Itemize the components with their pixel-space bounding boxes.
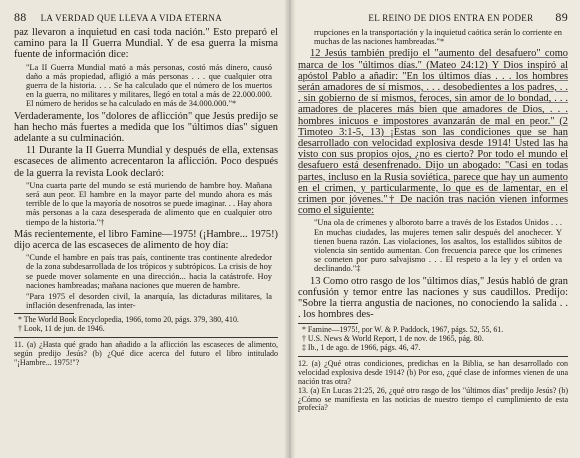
paragraph-13: 13 Como otro rasgo de los "últimos días," Jesús habló de gran confusión y temor entre las naciones y sus caudillos. Predijo: "Sobre la tierra angustia de naciones, no conociendo la salida . . . los hombres des- [298, 275, 568, 321]
left-page-header [14, 10, 278, 26]
questions-rule [298, 356, 568, 357]
footnote: ‡ Ib., 1 de ago. de 1966, págs. 46, 47. [302, 343, 421, 353]
footnote: * The World Book Encyclopedia, 1966, tomo 20, págs. 379, 380, 410. [18, 315, 239, 325]
quote-famine-continued: "Para 1975 el desorden civil, la anarquía, las dictaduras militares, la inflación desenfrenada, las inter- [26, 292, 272, 311]
quote-crime-wave: "Una ola de crímenes y alboroto barre a través de los Estados Unidos . . . En muchas ciudades, las mujeres temen salir después del anochecer. Y tienen buena razón. Las violaciones, los asaltos, los estallidos súbitos de violencia sin sentido aumentan. Con frecuencia parece que los crímenes se cometen por puro salvajismo . . . El respeto a la ley y el orden va declinando."‡ [314, 218, 562, 274]
right-page [288, 0, 580, 458]
paragraph-11: 11 Durante la II Guerra Mundial y después de ella, extensas escaseces de alimento acrecentaron la aflicción. Poco después de la guerra la revista Look declaró: [14, 145, 278, 179]
page-number: 89 [555, 10, 568, 24]
study-question-12: 12. (a) ¿Qué otras condiciones, predichas en la Biblia, se han desarrollado con velocidad explosiva desde 1914? (b) Por eso, ¿qué clase de informes vienen de una nación tras otra? [298, 358, 568, 386]
right-page-header [298, 10, 568, 26]
questions-rule [14, 337, 278, 338]
footnote: † U.S. News & World Report, 1 de nov. de 1965, pág. 80. [302, 334, 484, 344]
quote-famine: "Cunde el hambre en país tras país, continente tras continente alrededor de la zona subdesarrollada de los trópicos y subtrópicos. La crisis de hoy se puede mover solamente en una dirección... hacia la catástrofe. Hoy naciones hambreadas; mañana naciones que mueren de hambre. [26, 253, 272, 290]
book-gutter [284, 0, 296, 458]
running-title: LA VERDAD QUE LLEVA A VIDA ETERNA [40, 13, 223, 23]
quote-look-magazine: "Una cuarta parte del mundo se está muriendo de hambre hoy. Mañana será aun peor. El hambre en la mayor parte del mundo ahora es más terrible de lo que la mayoría de nosotros se puede imaginar. . . Hay ahora más personas a la caza desesperada de alimento que en cualquier otro tiempo de la historia."† [26, 180, 272, 227]
running-title: EL REINO DE DIOS ENTRA EN PODER [368, 13, 534, 23]
quote-world-war: "La II Guerra Mundial mató a más personas, costó más dinero, causó daño a más propiedad, afligió a más personas . . . que cualquier otra guerra de la historia. . . . Se ha calculado que el número de los muertos en la guerra, no militares y militares, llegó en total a más de 22.000.000. El número de heridos se ha calculado en más de 34.000.000."* [26, 62, 272, 109]
paragraph: Verdaderamente, los "dolores de aflicción" que Jesús predijo se han hecho más fuertes a medida que los "últimos días" siguen adelante a su culminación. [14, 110, 278, 145]
footnote-rule [298, 323, 358, 324]
footnote: † Look, 11 de jun. de 1946. [18, 324, 105, 334]
study-question-13: 13. (a) En Lucas 21:25, 26, ¿qué otro rasgo de los "últimos días" predijo Jesús? (b) ¿Cómo se manifiesta en las noticias de nuestro tiempo el cumplimiento de esta profecía? [298, 385, 568, 413]
study-question-11: 11. (a) ¿Hasta qué grado han añadido a la aflicción las escaseces de alimento, según predijo Jesús? (b) ¿Qué dice acerca del futuro el libro intitulado "¡Hambre... 1975!"? [14, 340, 278, 367]
paragraph-12 [298, 48, 568, 216]
left-page [0, 0, 288, 458]
paragraph-intro: paz llevaron a inquietud en casi toda nación." Esto preparó el camino para la II Guerra Mundial. Y de esa guerra la misma fuente de información dice: [14, 27, 278, 61]
underlined-text: 12 Jesús también predijo el "aumento del desafuero" como marca de los "últimos días." (Mateo 24:12) Y Dios inspiró al apóstol Pablo a añadir: "En los últimos días . . . los hombres serán amadores de sí mismos, . . . desobedientes a los padres, . . . sin gobierno de sí mismos, feroces, sin amor de lo bondad, . . . amadores de placeres más bien que amadores de Dios, . . . hombres inicuos e impostores avanzarán de mal en peor." (2 Timoteo 3:1-5, 13) ¡Estas son las condiciones que se han desarrollado con velocidad explosiva desde 1914! Usted las ha visto con sus propios ojos, ¿no es cierto? Por todo el mundo el desafuero está desenfrenado. Dijo un abogado: "Casi en todas partes, incluso en la Rusia soviética, parece que hay un aumento en el crimen, y particularmente, lo que es de lamentar, en el crimen por jóvenes."† De nación tras nación vienen informes como el siguiente: [298, 48, 568, 217]
quote-continued: rrupciones en la transportación y la inquietud caótica serán lo corriente en muchas de las naciones hambreadas."* [314, 28, 562, 47]
paragraph: Más recientemente, el libro Famine—1975! (¡Hambre... 1975!) dijo acerca de las escaseces de alimento de hoy día: [14, 228, 278, 252]
page-number: 88 [14, 10, 27, 24]
footnote: * Famine—1975!, por W. & P. Paddock, 1967, págs. 52, 55, 61. [302, 325, 504, 335]
footnote-rule [14, 313, 74, 314]
